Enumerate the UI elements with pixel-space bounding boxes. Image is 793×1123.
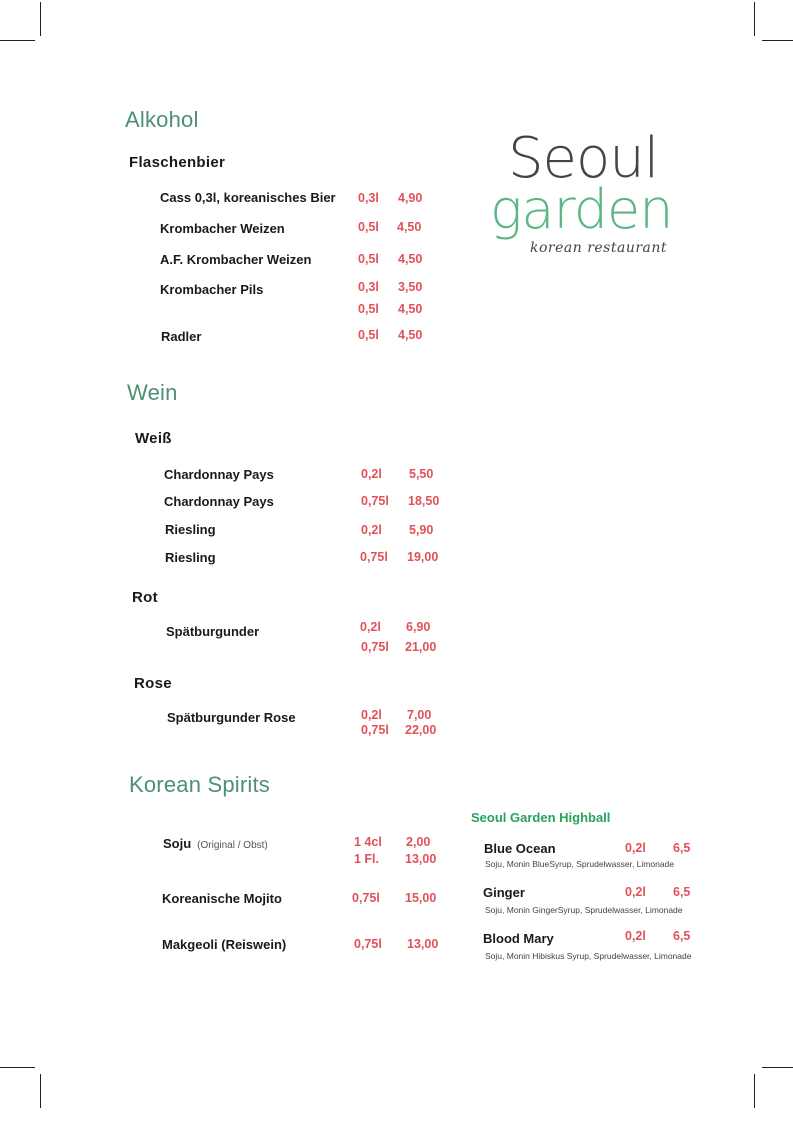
highball-item-size: 0,2l (625, 841, 646, 855)
section-title-wein: Wein (127, 380, 178, 405)
menu-item-size: 0,5l (358, 252, 379, 266)
menu-item-price: 2,00 (406, 835, 431, 849)
crop-mark (754, 2, 755, 36)
menu-item-note: (Original / Obst) (197, 840, 268, 851)
menu-item-size: 0,2l (361, 708, 382, 722)
menu-item-price: 19,00 (407, 550, 439, 564)
subsection-title-rose: Rose (134, 675, 172, 692)
menu-item-name: Krombacher Pils (160, 282, 264, 297)
highball-item-price: 6,5 (673, 885, 691, 899)
menu-item-name: Cass 0,3l, koreanisches Bier (160, 190, 336, 205)
menu-item-price: 5,90 (409, 523, 434, 537)
subsection-title-weiss: Weiß (135, 430, 172, 447)
menu-item-size: 0,5l (358, 220, 379, 234)
menu-item-price: 4,50 (397, 220, 422, 234)
highball-item-name: Blood Mary (483, 931, 554, 946)
menu-item-price: 13,00 (405, 852, 437, 866)
menu-item-price: 15,00 (405, 891, 437, 905)
menu-item-name: A.F. Krombacher Weizen (160, 252, 312, 267)
menu-item-price: 4,90 (398, 191, 423, 205)
menu-item-price: 4,50 (398, 328, 423, 342)
crop-mark (0, 1067, 35, 1068)
menu-item-price: 22,00 (405, 723, 437, 737)
menu-item-size: 0,75l (361, 723, 389, 737)
menu-item-size: 1 4cl (354, 835, 382, 849)
highball-item-desc: Soju, Monin BlueSyrup, Sprudelwasser, Limonade (485, 859, 674, 869)
menu-item-name: Radler (161, 329, 202, 344)
highball-item-size: 0,2l (625, 885, 646, 899)
menu-item-name: Riesling (165, 550, 216, 565)
menu-item-name: Krombacher Weizen (160, 221, 285, 236)
highball-item-desc: Soju, Monin GingerSyrup, Sprudelwasser, Limonade (485, 905, 683, 915)
menu-item-name (163, 836, 268, 851)
menu-item-name: Koreanische Mojito (162, 891, 282, 906)
menu-item-price: 5,50 (409, 467, 434, 481)
crop-mark (40, 2, 41, 36)
menu-item-price: 4,50 (398, 302, 423, 316)
highball-item-price: 6,5 (673, 929, 691, 943)
menu-item-size: 0,75l (352, 891, 380, 905)
subsection-title-rot: Rot (132, 589, 158, 606)
menu-item-size: 0,5l (358, 328, 379, 342)
menu-item-price: 13,00 (407, 937, 439, 951)
crop-mark (754, 1074, 755, 1108)
menu-item-size: 0,75l (354, 937, 382, 951)
menu-item-price: 7,00 (407, 708, 432, 722)
menu-item-size: 0,2l (361, 467, 382, 481)
menu-item-price: 21,00 (405, 640, 437, 654)
menu-item-price: 6,90 (406, 620, 431, 634)
highball-item-size: 0,2l (625, 929, 646, 943)
menu-item-name: Chardonnay Pays (164, 467, 274, 482)
crop-mark (40, 1074, 41, 1108)
menu-item-size: 1 Fl. (354, 852, 380, 866)
menu-item-price: 3,50 (398, 280, 423, 294)
highball-title: Seoul Garden Highball (471, 810, 611, 825)
subsection-title-flaschenbier: Flaschenbier (129, 154, 226, 171)
crop-mark (762, 40, 793, 41)
menu-item-size: 0,3l (358, 191, 379, 205)
menu-item-size: 0,5l (358, 302, 379, 316)
menu-item-size: 0,75l (361, 640, 389, 654)
menu-item-label: Soju (163, 836, 192, 851)
highball-item-name: Blue Ocean (484, 841, 556, 856)
menu-item-name: Spätburgunder Rose (167, 710, 296, 725)
section-title-alkohol: Alkohol (125, 107, 199, 132)
logo-line-garden: garden (490, 178, 673, 241)
menu-item-size: 0,75l (360, 550, 388, 564)
menu-item-size: 0,2l (361, 523, 382, 537)
menu-item-price: 18,50 (408, 494, 440, 508)
highball-item-price: 6,5 (673, 841, 691, 855)
menu-item-size: 0,2l (360, 620, 381, 634)
crop-mark (762, 1067, 793, 1068)
crop-mark (0, 40, 35, 41)
highball-item-desc: Soju, Monin Hibiskus Syrup, Sprudelwasser, Limonade (485, 951, 692, 961)
menu-item-name: Spätburgunder (166, 624, 260, 639)
menu-item-name: Riesling (165, 522, 216, 537)
section-title-korean-spirits: Korean Spirits (129, 772, 270, 797)
menu-item-size: 0,75l (361, 494, 389, 508)
menu-item-size: 0,3l (358, 280, 379, 294)
logo-line-seoul: Seoul (508, 126, 659, 191)
menu-item-price: 4,50 (398, 252, 423, 266)
menu-item-name: Makgeoli (Reiswein) (162, 937, 287, 952)
highball-item-name: Ginger (483, 885, 525, 900)
menu-item-name: Chardonnay Pays (164, 494, 274, 509)
logo-tagline: korean restaurant (530, 240, 668, 256)
